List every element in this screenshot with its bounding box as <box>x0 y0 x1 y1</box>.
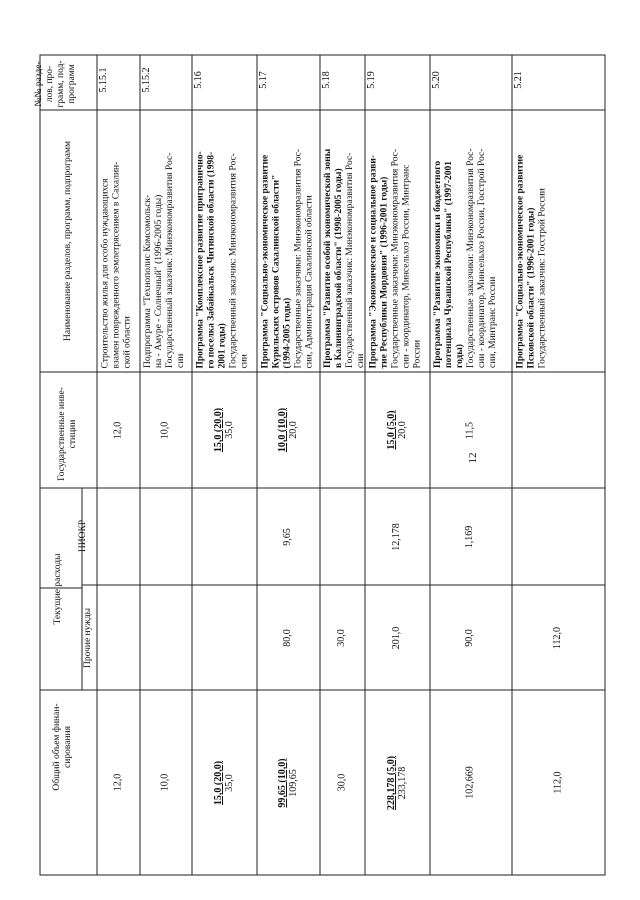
row-total-line: 12,0 <box>112 773 123 792</box>
page-number: 12 <box>467 452 479 464</box>
row-name <box>196 114 251 368</box>
header-total <box>53 687 77 807</box>
row-invest <box>337 380 348 480</box>
row-name-line: в Калининградской области" (1998-2005 годы) <box>334 168 344 368</box>
row-invest-line: 10,0 (10,0) <box>276 407 288 453</box>
row-invest <box>214 380 236 480</box>
header-number-line: грамм, под- <box>56 60 66 108</box>
row-other <box>160 598 172 678</box>
row-name <box>261 114 316 368</box>
row-invest-line: 11,5 <box>464 421 476 439</box>
row-invest-line: 20,0 <box>396 421 408 439</box>
row-name-line: сии, Администрация Сахалинской области <box>304 194 314 368</box>
row-name-line: Государственный заказчик: Минэкономразвития Рос- <box>345 152 355 368</box>
row-total <box>214 728 236 838</box>
row-invest-line: 35,0 <box>223 421 235 439</box>
row-name-line: сии - координатор, Минсельхоз России, Госстрой Рос- <box>477 148 487 368</box>
row-invest <box>387 380 409 480</box>
row-total-line: 35,0 <box>223 773 235 792</box>
header-number-line: лов, про- <box>45 65 55 103</box>
row-name-line: го поселка Забайкальск Читинской области (1998- <box>206 151 216 368</box>
header-number-line: программ <box>67 64 77 104</box>
row-total-line: 15,0 (20,0) <box>212 760 224 805</box>
row-total-line: 228,178 (5,0) <box>385 755 397 810</box>
row-total <box>337 728 348 838</box>
row-invest-line: 20,0 <box>287 421 299 439</box>
row-name-line: Курильских островов Сахалинской области" <box>271 174 281 368</box>
row-name-line: Программа "Экономическое и социальное разви- <box>368 154 378 368</box>
row-name-line: тие Республики Мордовия" (1996-2001 годы) <box>379 176 389 368</box>
row-name-line: Государственные заказчики: Минэкономразвития Рос- <box>466 148 476 368</box>
row-total <box>161 728 172 838</box>
row-name-line: годы) <box>455 344 465 368</box>
row-name-line: Программа "Комплексное развитие приграничнo- <box>195 150 205 368</box>
row-name-line: Государственный заказчик: Минэкономразвития Рос- <box>165 152 175 368</box>
row-other <box>219 598 231 678</box>
row-invest-line: 12,0 <box>112 421 123 439</box>
row-total-line: 30,0 <box>336 773 347 792</box>
row-name-line: ской области <box>122 315 132 368</box>
row-invest <box>278 380 300 480</box>
row-total <box>113 728 124 838</box>
row-name-line: сии - координатор, Минсельхоз России, Минтранс <box>401 164 411 368</box>
row-niokr <box>219 497 231 577</box>
row-name-line: сии <box>176 353 186 368</box>
row-other: 112,0 <box>551 626 563 649</box>
row-name-line: на - Амуре - Солнечный" (1996-2005 годы) <box>154 194 164 368</box>
row-invest <box>161 380 172 480</box>
row-niokr <box>160 497 172 577</box>
row-number: 5.21 <box>513 71 524 89</box>
row-niokr: 1,169 <box>464 525 475 548</box>
header-niokr: НИОКР <box>78 519 88 553</box>
row-name-line: Государственный заказчик: Минэкономразвития Рос- <box>228 152 238 368</box>
header-invest <box>58 374 82 494</box>
row-name <box>324 114 368 368</box>
row-invest <box>113 380 124 480</box>
row-niokr: 12,178 <box>390 522 402 551</box>
row-number: 5.16 <box>193 71 204 89</box>
row-name-line: Государственные заказчики: Минэкономразвития Рос- <box>293 148 303 368</box>
header-current: Текущие расходы <box>53 553 63 625</box>
row-other <box>113 598 125 678</box>
row-other: 80,0 <box>281 628 293 647</box>
header-number-line: №№ разде- <box>34 61 44 107</box>
row-invest-line <box>337 380 348 480</box>
row-number: 5.17 <box>258 71 269 89</box>
row-total-line: 233,178 <box>396 766 408 799</box>
row-niokr <box>553 497 565 577</box>
row-total <box>278 728 300 838</box>
row-name-line: Программа "Развитие особой экономической зоны <box>323 148 333 368</box>
row-name-line: Программа "Развитие экономики и бюджетного <box>433 160 443 368</box>
row-niokr <box>113 497 125 577</box>
row-name-line: взамен поврежденного землетрясением в Сахалин- <box>111 161 121 368</box>
header-other: Прочие нужды <box>83 607 93 669</box>
row-number: 5.18 <box>321 71 332 89</box>
row-number: 5.15.1 <box>98 67 109 93</box>
header-number <box>35 43 87 125</box>
row-total-line: 99,65 (10,0) <box>276 757 288 808</box>
row-name-line: Строительство жилья для особо нуждающихся <box>100 178 110 368</box>
row-total-line: 112,0 <box>552 771 563 794</box>
row-number: 5.15.2 <box>141 67 152 93</box>
row-invest-line <box>553 380 564 480</box>
header-invest-line: стиции <box>68 419 78 449</box>
row-number: 5.20 <box>431 71 442 89</box>
header-total-line: Общий объем финан- <box>52 703 62 791</box>
row-name-line: сии <box>239 353 249 368</box>
row-name-line: сии, Минтранс России <box>488 276 498 368</box>
row-total-line: 109,65 <box>287 768 299 797</box>
row-total <box>387 728 409 838</box>
row-total <box>466 728 477 838</box>
row-invest-line: 15,0 (20,0) <box>212 407 224 453</box>
row-name-line: Псковской области" (1996-2001 годы) <box>526 207 536 368</box>
row-other: 30,0 <box>335 628 347 647</box>
row-name <box>101 114 134 368</box>
row-name-line: сии <box>356 353 366 368</box>
row-number: 5.19 <box>366 71 377 89</box>
row-invest-line: 10,0 <box>159 421 171 439</box>
row-other: 201,0 <box>390 626 402 649</box>
row-name <box>516 114 549 368</box>
row-niokr: 9,65 <box>281 527 293 546</box>
row-niokr <box>337 497 349 577</box>
row-invest <box>553 380 564 480</box>
row-name-line: 2001 годы) <box>217 322 227 368</box>
header-invest-line: Государственные инве- <box>57 387 67 481</box>
row-total-line: 10,0 <box>159 773 171 792</box>
row-name-line: России <box>412 339 422 368</box>
row-name-line: Подпрограмма "Технополис Комсомольск- <box>143 194 153 368</box>
row-name-line: Государственный заказчик: Госстрой России <box>537 187 547 368</box>
header-total-line: сирования <box>63 726 73 768</box>
row-name-line: потенциала Чувашской Республики" (1997-2001 <box>444 160 454 368</box>
row-name-line: Государственные заказчики: Минэкономразвития Рос- <box>390 148 400 368</box>
row-name <box>144 114 188 368</box>
row-name <box>369 114 424 368</box>
row-other: 90,0 <box>464 628 475 647</box>
row-name-line: Программа "Социально-экономическое развитие <box>515 154 525 368</box>
row-name-line: (1994-2005 годы) <box>282 297 292 368</box>
header-name: Наименование разделов, программ, подпрограмм <box>63 141 73 341</box>
row-name <box>434 114 500 368</box>
row-total-line: 102,669 <box>464 766 476 799</box>
row-name-line: Программа "Социально-экономическое развитие <box>260 154 270 368</box>
row-invest-line: 15,0 (5,0) <box>385 410 397 450</box>
row-total <box>553 728 564 838</box>
